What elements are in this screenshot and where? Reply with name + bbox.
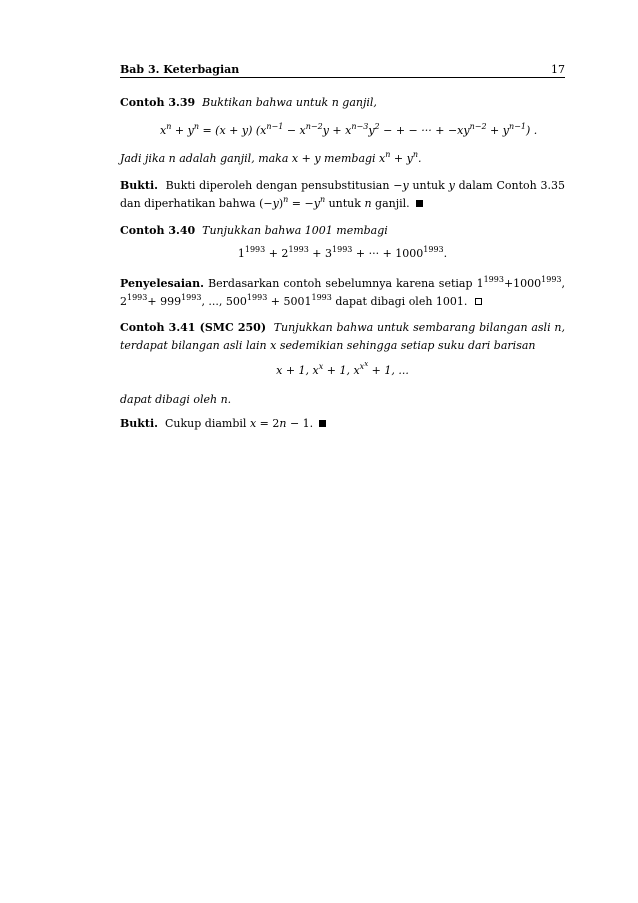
proof-text: Cukup diambil x = 2n − 1. (165, 417, 314, 430)
example-3-40 (120, 222, 565, 240)
example-3-39 (120, 94, 565, 112)
page-number: 17 (551, 63, 565, 76)
solution-label: Penyelesaian. (120, 277, 204, 290)
example-label: Contoh 3.39 (120, 96, 196, 109)
equation-text: $1^{1993} + 2^{1993} + 3^{1993}$ + ··· + $1000^{1993}$. (237, 245, 448, 260)
proof-text: Bukti diperoleh dengan pensubstitusian −y untuk y dalam Contoh 3.35 dan diperhatikan bahwa $(-y)^n = -y^n$ untuk n ganjil. (120, 179, 566, 210)
equation-text: $x^n + y^n = (x + y) (x^{n-1} - x^{n-2}y + x^{n-3}y^2$ − + − ··· + $-xy^{n-2} + y^{n-1}$) . (160, 122, 538, 137)
proof-3-41 (120, 415, 565, 433)
example-statement: Tunjukkan bahwa 1001 membagi (202, 224, 388, 237)
solution-3-40 (120, 275, 565, 311)
equation-3-39 (160, 122, 605, 140)
example-3-41 (120, 319, 565, 355)
proof-label: Bukti. (120, 417, 159, 430)
qed-filled-square-icon (416, 200, 423, 207)
example-label: Contoh 3.41 (SMC 250) (120, 321, 267, 334)
example-label: Contoh 3.40 (120, 224, 196, 237)
equation-text: x + 1, $x^x + 1$, $x^{x^x} + 1$, ... (276, 360, 409, 377)
chapter-title: Bab 3. Keterbagian (120, 63, 240, 76)
proof-label: Bukti. (120, 179, 159, 192)
equation-3-40 (120, 245, 565, 263)
equation-3-41 (120, 362, 565, 380)
qed-filled-square-icon (319, 420, 326, 427)
example-statement: Tunjukkan bahwa untuk sembarang bilangan asli n, terdapat bilangan asli lain x sedemikian sehingga setiap suku dari barisan (120, 321, 566, 352)
example-statement: Buktikan bahwa untuk n ganjil, (202, 96, 377, 109)
example-conclusion: dapat dibagi oleh n. (120, 393, 232, 406)
header-rule (120, 77, 565, 78)
proof-3-39 (120, 177, 565, 213)
example-conclusion: Jadi jika n adalah ganjil, maka x + y membagi $x^n + y^n$. (120, 150, 422, 165)
running-header (120, 61, 565, 77)
solution-text: Berdasarkan contoh sebelumnya karena setiap $1^{1993}+1000^{1993}$, $2^{1993}+ 999^{1993}$, ..., $500^{1993} + 5001^{1993}$ dapat dibagi oleh 1001. (120, 275, 566, 308)
qed-hollow-square-icon (475, 298, 482, 305)
